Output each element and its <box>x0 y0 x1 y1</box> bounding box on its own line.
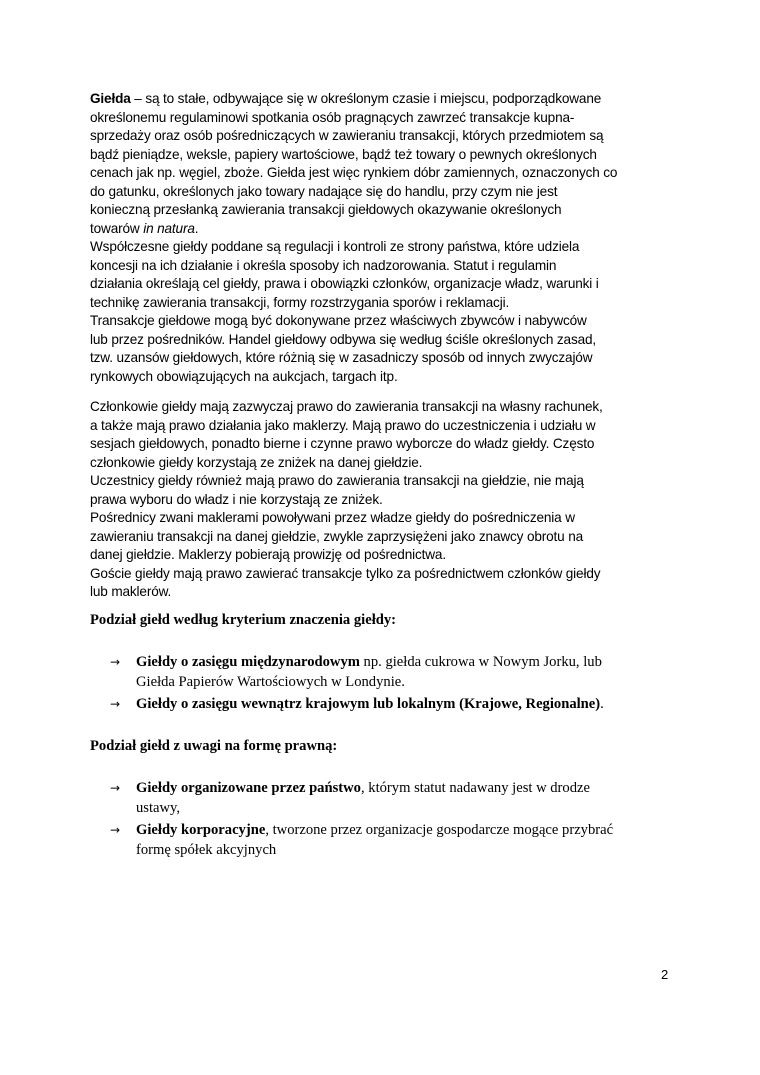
text-line: lub przez pośredników. Handel giełdowy odbywa się według ściśle określonych zasad, <box>90 331 597 347</box>
text-line: Giełda – są to stałe, odbywające się w określonym czasie i miejscu, podporządkowane <box>90 91 602 106</box>
text-line: bądź pieniądze, weksle, papiery wartościowe, bądź też towary o pewnych określonych <box>90 146 597 162</box>
list-item: → Giełdy o zasięgu wewnątrz krajowym lub lokalnym (Krajowe, Regionalne). <box>110 696 604 712</box>
arrow-right-icon: → <box>110 823 121 837</box>
text-line: cenach jak np. węgiel, zboże. Giełda jest więc rynkiem dóbr zamiennych, oznaczonych co <box>90 165 618 180</box>
text-line: danej giełdzie. Maklerzy pobierają prowizję od pośrednictwa. <box>90 547 446 562</box>
paragraph-definition <box>90 90 680 386</box>
text-line: rynkowych obowiązujących na aukcjach, targach itp. <box>90 368 398 384</box>
term-gielda: Giełda <box>90 91 131 106</box>
text-line: Transakcje giełdowe mogą być dokonywane przez właściwych zbywców i nabywców <box>90 313 587 328</box>
text-line: sesjach giełdowych, ponadto bierne i czynne prawo wyborcze do władz giełdy. Często <box>90 436 595 451</box>
page-number: 2 <box>661 967 669 982</box>
text-line: Współczesne giełdy poddane są regulacji i kontroli ze strony państwa, które udziela <box>90 239 580 254</box>
text-line: tzw. uzansów giełdowych, które różnią się w zasadniczy sposób od innych zwyczajów <box>90 350 593 365</box>
section-heading-legal-form: Podział giełd z uwagi na formę prawną: <box>90 738 338 754</box>
text-line: a także mają prawo działania jako maklerzy. Mają prawo do uczestniczenia i udziału w <box>90 417 596 433</box>
list-item: → Giełdy organizowane przez państwo, którym statut nadawany jest w drodze ustawy, <box>110 780 590 816</box>
list-legal-form <box>110 778 690 862</box>
text-line: Członkowie giełdy mają zazwyczaj prawo do zawierania transakcji na własny rachunek, <box>90 399 603 414</box>
text-line: członkowie giełdy korzystają ze zniżek na danej giełdzie. <box>90 454 423 470</box>
text-line: Uczestnicy giełdy również mają prawo do zawierania transakcji na giełdzie, nie mają <box>90 473 584 488</box>
italic-in-natura: in natura <box>143 220 195 236</box>
list-item: → Giełdy o zasięgu międzynarodowym np. giełda cukrowa w Nowym Jorku, lub Giełda Papierów Wartościowych w Londynie. <box>110 654 602 690</box>
text-line: działania określają cel giełdy, prawa i obowiązki członków, organizacje władz, warunki i <box>90 276 599 291</box>
text-line: koncesji na ich działanie i określa sposoby ich nadzorowania. Statut i regulamin <box>90 257 557 273</box>
text-line: do gatunku, określonych jako towary nadające się do handlu, przy czym nie jest <box>90 183 558 199</box>
list-significance <box>110 652 690 716</box>
arrow-right-icon: → <box>110 655 121 669</box>
text-line: Goście giełdy mają prawo zawierać transakcje tylko za pośrednictwem członków giełdy <box>90 565 601 581</box>
section-heading-significance: Podział giełd według kryterium znaczenia giełdy: <box>90 612 397 628</box>
text-line: określonemu regulaminowi spotkania osób pragnących zawrzeć transakcje kupna- <box>90 109 575 125</box>
text-line: konieczną przesłanką zawierania transakcji giełdowych okazywanie określonych <box>90 202 562 217</box>
arrow-right-icon: → <box>110 697 121 711</box>
arrow-right-icon: → <box>110 781 121 795</box>
text-line: zawieraniu transakcji na danej giełdzie, zwykle zaprzysiężeni jako znawcy obrotu na <box>90 528 584 544</box>
text-line: sprzedaży oraz osób pośredniczących w zawieraniu transakcji, których przedmiotem są <box>90 128 604 143</box>
text-line: lub maklerów. <box>90 584 172 599</box>
text-line: prawa wyboru do władz i nie korzystają ze zniżek. <box>90 491 383 507</box>
text-line: towarów in natura. <box>90 220 199 236</box>
paragraph-members <box>90 398 680 602</box>
text-line: technikę zawierania transakcji, formy rozstrzygania sporów i reklamacji. <box>90 294 510 310</box>
list-item: → Giełdy korporacyjne, tworzone przez organizacje gospodarcze mogące przybrać formę spółek akcyjnych <box>110 822 614 858</box>
text-line: Pośrednicy zwani maklerami powoływani przez władze giełdy do pośredniczenia w <box>90 510 575 525</box>
